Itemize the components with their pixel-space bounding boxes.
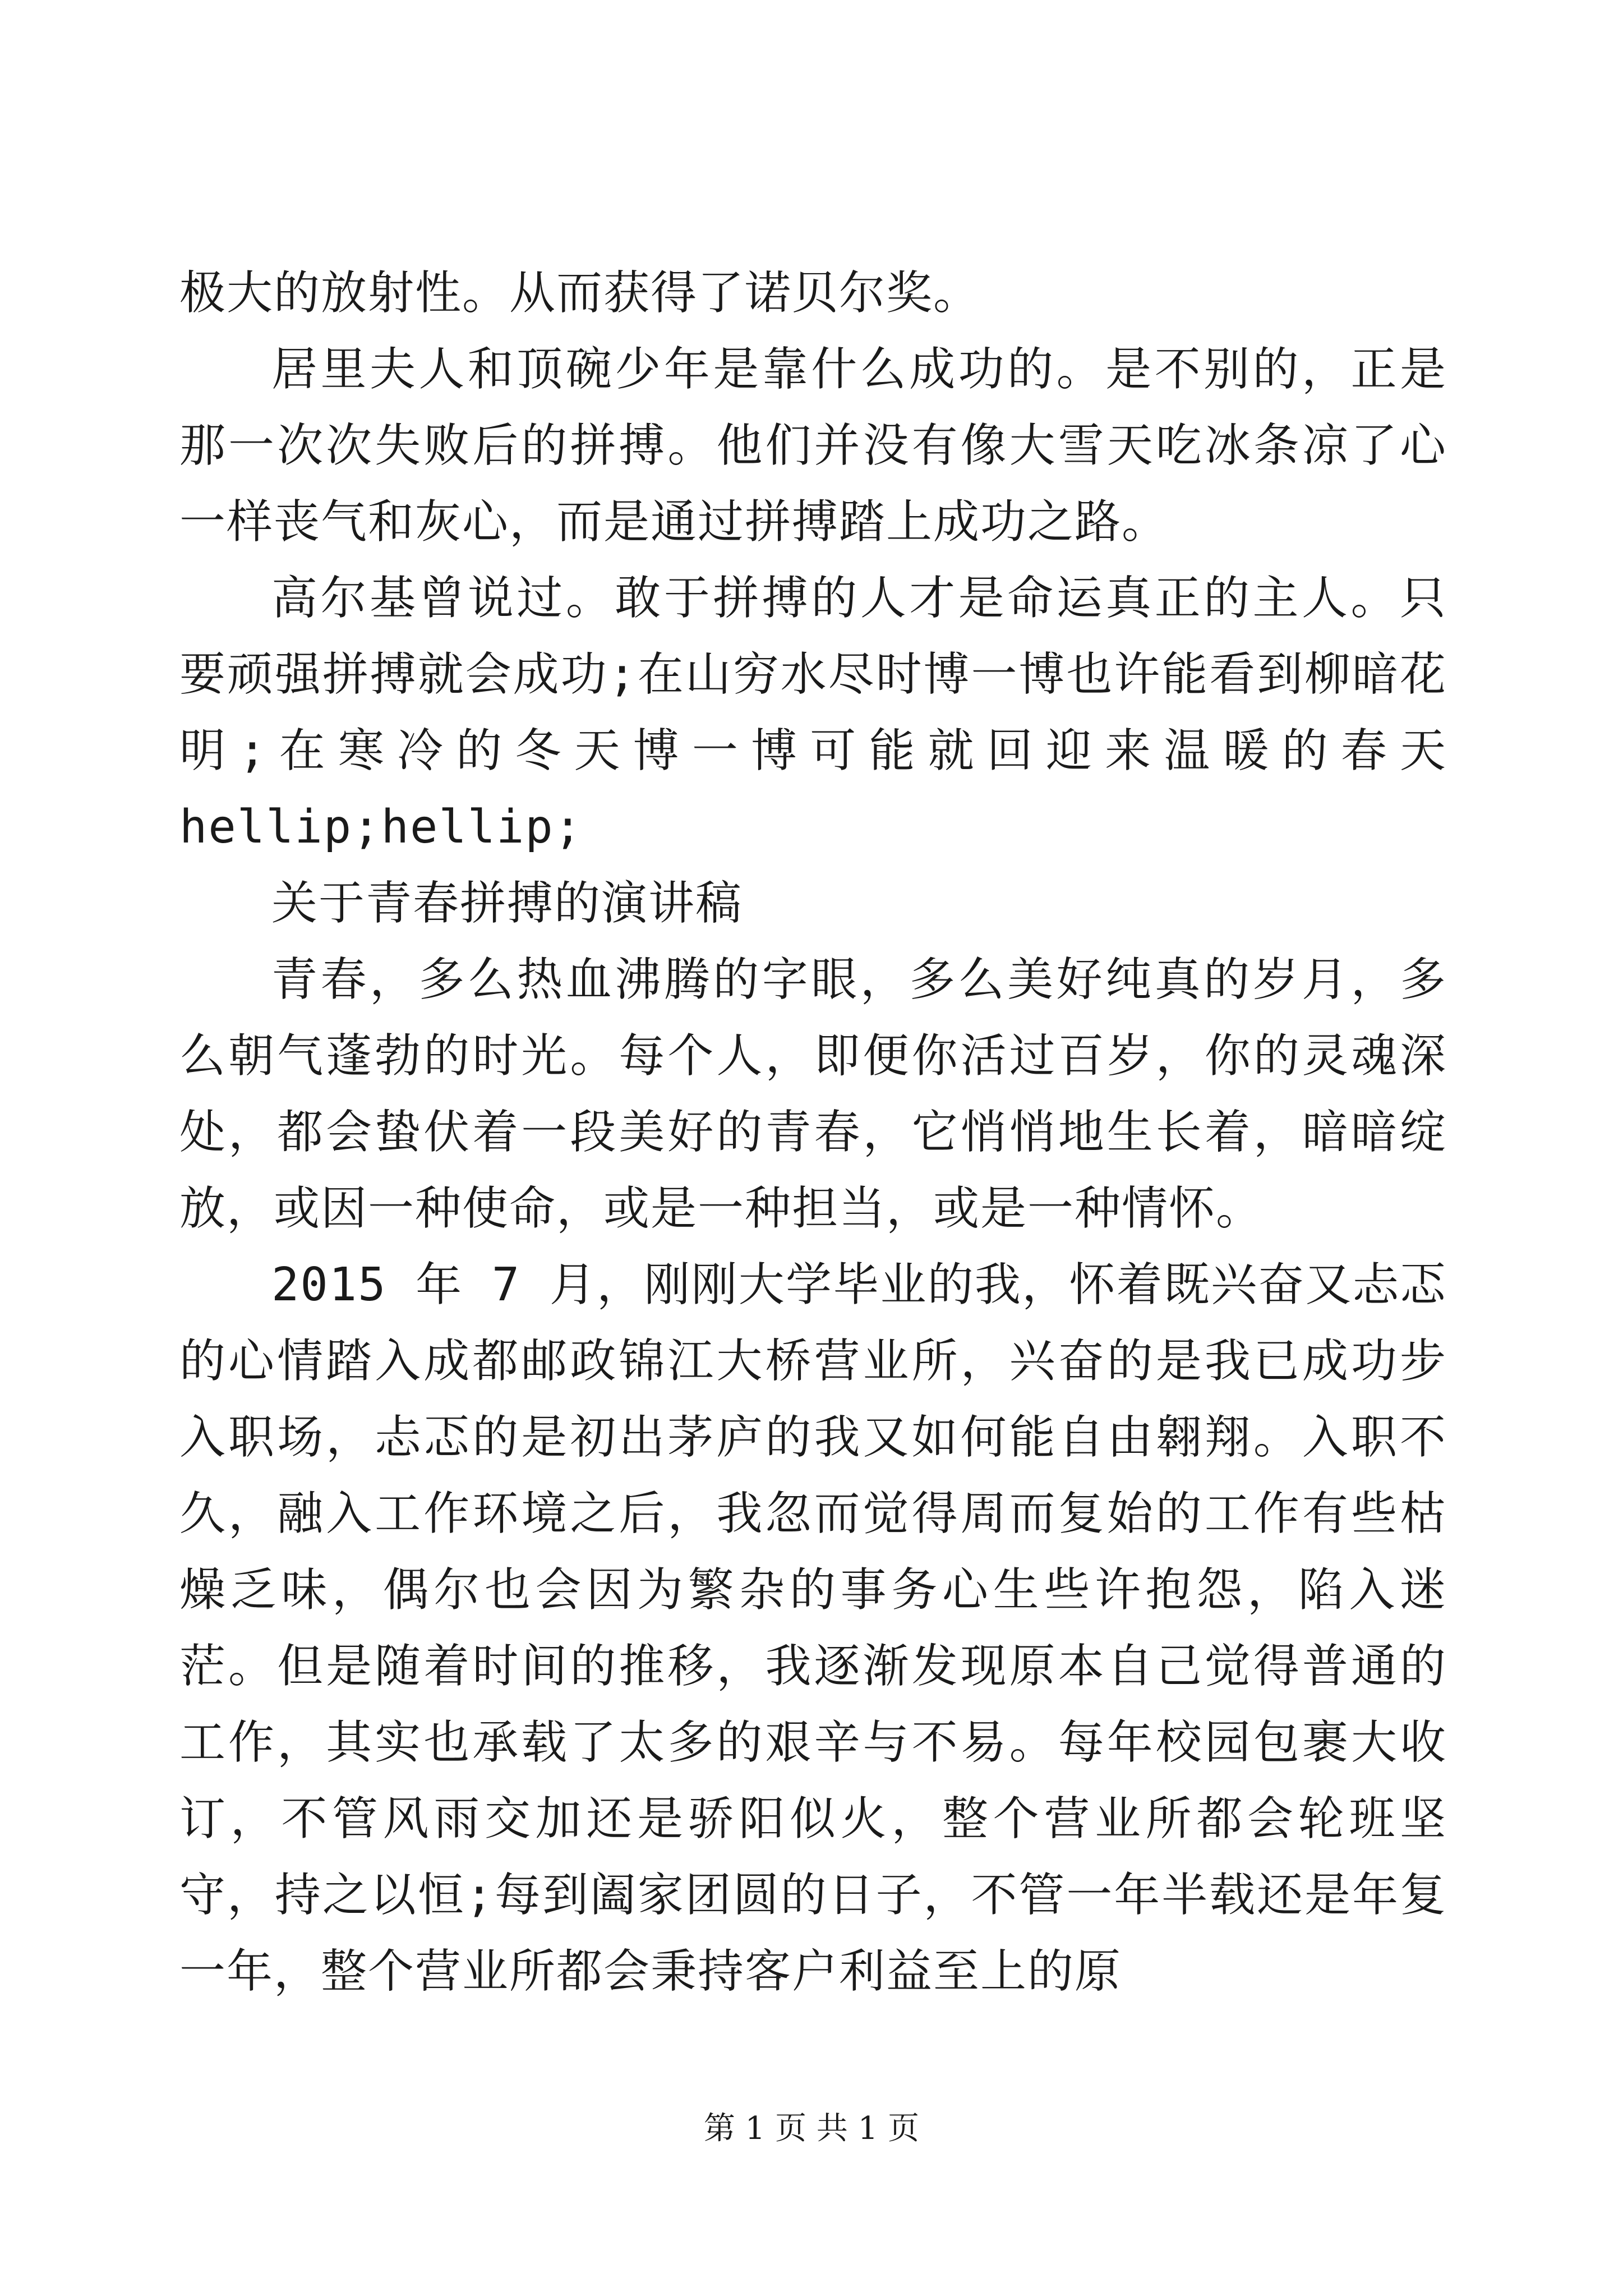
paragraph: 高尔基曾说过。敢于拼搏的人才是命运真正的主人。只要顽强拼搏就会成功;在山穷水尽时博一博也许能看到柳暗花明;在寒冷的冬天博一博可能就回迎来温暖的春天 hellip;hellip; (179, 572, 1447, 854)
paragraph: 居里夫人和顶碗少年是靠什么成功的。是不别的，正是那一次次失败后的拼搏。他们并没有像大雪天吃冰条凉了心一样丧气和灰心，而是通过拼搏踏上成功之路。 (179, 343, 1447, 549)
body-text (179, 255, 1447, 2010)
page-footer: 第 1 页 共 1 页 (703, 2110, 920, 2147)
paragraph: 极大的放射性。从而获得了诺贝尔奖。 (179, 266, 981, 320)
section-heading: 关于青春拼搏的演讲稿 (271, 877, 743, 930)
paragraph: 2015 年 7 月，刚刚大学毕业的我，怀着既兴奋又忐忑的心情踏入成都邮政锦江大桥营业所，兴奋的是我已成功步入职场，忐忑的是初出茅庐的我又如何能自由翱翔。入职不久，融入工作环境之后，我忽而觉得周而复始的工作有些枯燥乏味，偶尔也会因为繁杂的事务心生些许抱怨，陷入迷茫。但是随着时间的推移，我逐渐发现原本自己觉得普通的工作，其实也承载了太多的艰辛与不易。每年校园包裹大收订，不管风雨交加还是骄阳似火，整个营业所都会轮班坚守，持之以恒;每到阖家团圆的日子，不管一年半载还是年复一年，整个营业所都会秉持客户利益至上的原 (179, 1258, 1447, 1998)
paragraph: 青春，多么热血沸腾的字眼，多么美好纯真的岁月，多么朝气蓬勃的时光。每个人，即便你活过百岁，你的灵魂深处，都会蛰伏着一段美好的青春，它悄悄地生长着，暗暗绽放，或因一种使命，或是一种担当，或是一种情怀。 (179, 953, 1447, 1235)
